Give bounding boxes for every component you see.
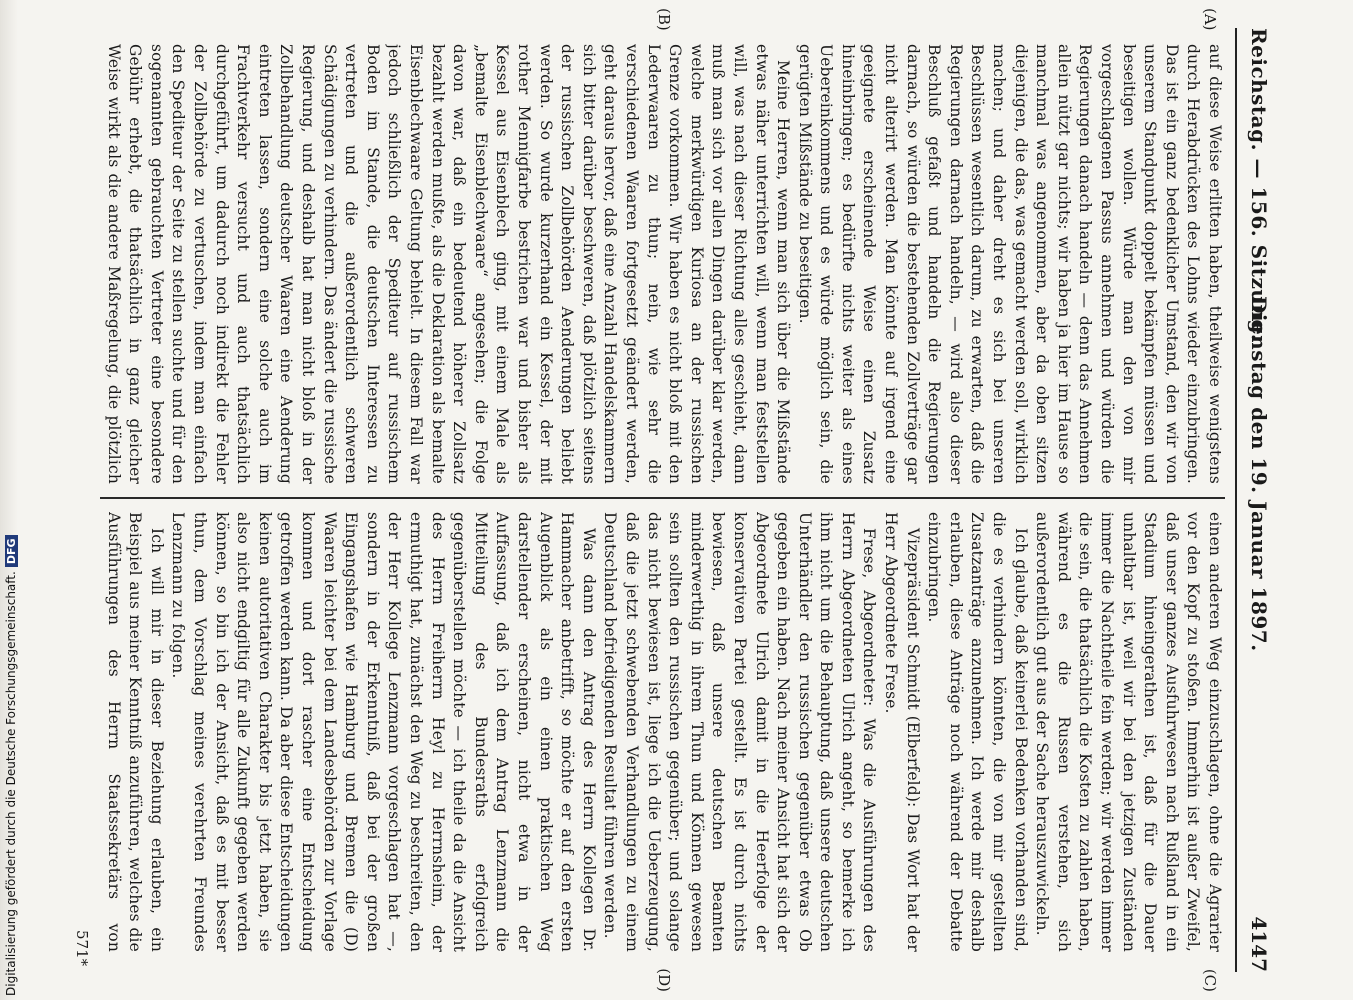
margin-letter-a: (A) (1201, 8, 1219, 31)
paragraph: auf diese Weise erlitten haben, theilweise wenigstens durch Herabdrücken des Lohns wieder einzubringen. Das ist ein ganz bedenklicher Umstand, den wir von unserem Standpunkt doppelt bekämpfen müssen und beseitigen wollen. Würde man den von mir vorgeschlagenen Passus annehmen und würden die Regierungen danach handeln — denn das Annehmen allein nützt gar nichts; wir haben ja hier im Hause so manchmal was angenommen, aber da oben sitzen diejenigen, die das, was gemacht werden soll, wirklich machen; und daher dreht es sich bei unseren Beschlüssen wesentlich darum, zu erwarten, daß die Regierungen darnach handeln, — wird also dieser Beschluß gefaßt und handeln die Regierungen darnach, so würden die bestehenden Zollverträge gar nicht alterirt werden. Man könnte auf irgend eine geeignete erscheinende Weise einen Zusatz hineinbringen; es bedürfte nichts weiter als eines Uebereinkommens und es würde möglich sein, die gerügten Mißstände zu beseitigen. (795, 44, 1224, 484)
credit-text: Digitalisierung gefördert durch die Deutsche Forschungsgemeinschaft. (4, 571, 18, 996)
dfg-logo: DFG (5, 535, 18, 567)
column-divider (100, 497, 1225, 499)
paragraph: Vizepräsident Schmidt (Elberfeld): Das Wort hat der Herr Abgeordnete Frese. (882, 512, 922, 952)
paragraph: Ich glaube, daß keinerlei Bedenken vorhanden sind, die es verhindern könnten, die von mir gestellten Zusatzanträge anzunehmen. Ich werde mir deshalb erlauben, diese Anträge noch während der Debatte einzubringen. (925, 512, 1030, 952)
digitization-credit (4, 535, 18, 996)
paragraph: Frese, Abgeordneter: Was die Ausführungen des Herrn Abgeordneten Ulrich angeht, so bemerke ich ihm nicht um die Behauptung, daß unsere deutschen Unterhändler den russischen gegenüber etwas Ob gegeben ein haben. Nach meiner Ansicht hat sich der Abgeordnete Ulrich damit in die Heerfolge der konservativen Partei gestellt. Es ist durch nichts bewiesen, daß unsere deutschen Beamten minderwerthig in ihrem Thun und Können gewesen sein sollten den russischen gegenüber; und solange das nicht bewiesen ist, liege ich die Ueberzeugung, daß die jetzt schwebenden Verhandlungen zu einem Deutschland befriedigenden Resultat führen werden. (601, 512, 879, 952)
margin-letter-b: (B) (655, 8, 673, 31)
paragraph: Ich will mir in dieser Beziehung erlauben, ein Beispiel aus meiner Kenntniß anzuführen, welches die Ausführungen des Herrn Staatssekretärs von (104, 512, 166, 952)
running-header (1239, 28, 1279, 972)
header-rule (1235, 28, 1237, 972)
header-center: Dienstag den 19. Januar 1897. (1247, 296, 1271, 652)
left-column (100, 44, 1225, 484)
right-column (100, 512, 1225, 952)
margin-letter-d: (D) (655, 968, 673, 992)
paragraph: Was dann den Antrag des Herrn Kollegen Dr. Hammacher anbetrifft, so möchte er auf den ersten Augenblick als ein einen praktischen Weg darstellender erscheinen, nicht etwa in der Auffassung, daß ich dem Antrag Lenzmann die Mitteilung des Bundesraths erfolgreich gegenüberstellen möchte — ich theile da die Ansicht des Herrn Freiherrn Heyl zu Herrnsheim, der ermuthigt hat, zunächst den Weg zu beschreiten, den der Herr Kollege Lenzmann vorgeschlagen hat —, sondern in der Erkenntniß, daß bei der großen Eingangshafen wie Hamburg und Bremen die (D) Waaren leichter bei dem Landesbehörden zur Vorlage kommen und dort rascher eine Entscheidung getroffen werden kann. Da aber diese Entscheidungen keinen autoritativen Charakter bis jetzt haben, sie also nicht endgiltig für alle Zukunft gegeben werden können, so bin ich der Ansicht, daß es mit besser thun, dem Vorschlag meines verehrten Freundes Lenzmann zu folgen. (169, 512, 598, 952)
signature-mark: 571* (73, 930, 91, 967)
paragraph: Meine Herren, wenn man sich über die Mißstände etwas näher unterrichten will, wenn man feststellen will, was nach dieser Richtung alles geschieht, dann muß man sich vor allen Dingen darüber klar werden, welche merkwürdigen Kuriosa an der russischen Grenze vorkommen. Wir haben es nicht bloß mit den Lederwaaren zu thun; nein, wie sehr die verschiedenen Waaren fortgesetzt geändert werden, geht daraus hervor, daß eine Anzahl Handelskammern sich bitter darüber beschweren, daß plötzlich seitens der russischen Zollbehörden Aenderungen beliebt werden. So wurde kurzerhand ein Kessel, der mit rother Mennigfarbe bestrichen war und bisher als Kessel aus Eisenblech ging, mit einem Male als „bemalte Eisenblechwaare“ angesehen; die Folge davon war, daß ein bedeutend höherer Zollsatz bezahlt werden mußte, als die Deklaration als bemalte Eisenblechwaare Geltung behielt. In diesem Fall war jedoch schließlich der Spediteur auf russischem Boden im Stande, die deutschen Interessen zu vertreten und die außerordentlich schweren Schädigungen zu verhindern. Das ändert die russische Regierung, und deshalb hat man nicht bloß in der Zollbehandlung deutscher Waaren eine Aenderung eintreten lassen, sondern eine solche auch im Frachtverkehr versucht und auch thatsächlich durchgeführt, um dadurch noch indirekt die Fehler der Zollbehörde zu vertuschen, indem man einfach den Spediteur der Seite zu stellen suchte und für den sogenannten gebrauchten Vertreter eine besondere Gebühr erhebt, die thatsächlich in ganz gleicher Weise wirkt als die andere Maßregelung, die plötzlich (104, 44, 793, 484)
header-left: Reichstag. — 156. Sitzung. (1247, 28, 1271, 342)
paragraph: einen anderen Weg einzuschlagen, ohne die Agrarier vor den Kopf zu stoßen. Immerhin ist außer Zweifel, daß unser ganzes Ausfuhrwesen nach Rußland in ein Stadium hineingerathen ist, daß für die Dauer unhaltbar ist, weil wir bei den jetzigen Zuständen immer die Nachtheile fein werden; wir werden immer die sein, die thatsächlich die Kosten zu zahlen haben, während es die Russen verstehen, sich außerordentlich gut aus der Sache herauszuwickeln. (1033, 512, 1224, 952)
page-number: 4147 (1247, 916, 1271, 972)
margin-letter-c: (C) (1201, 968, 1219, 992)
